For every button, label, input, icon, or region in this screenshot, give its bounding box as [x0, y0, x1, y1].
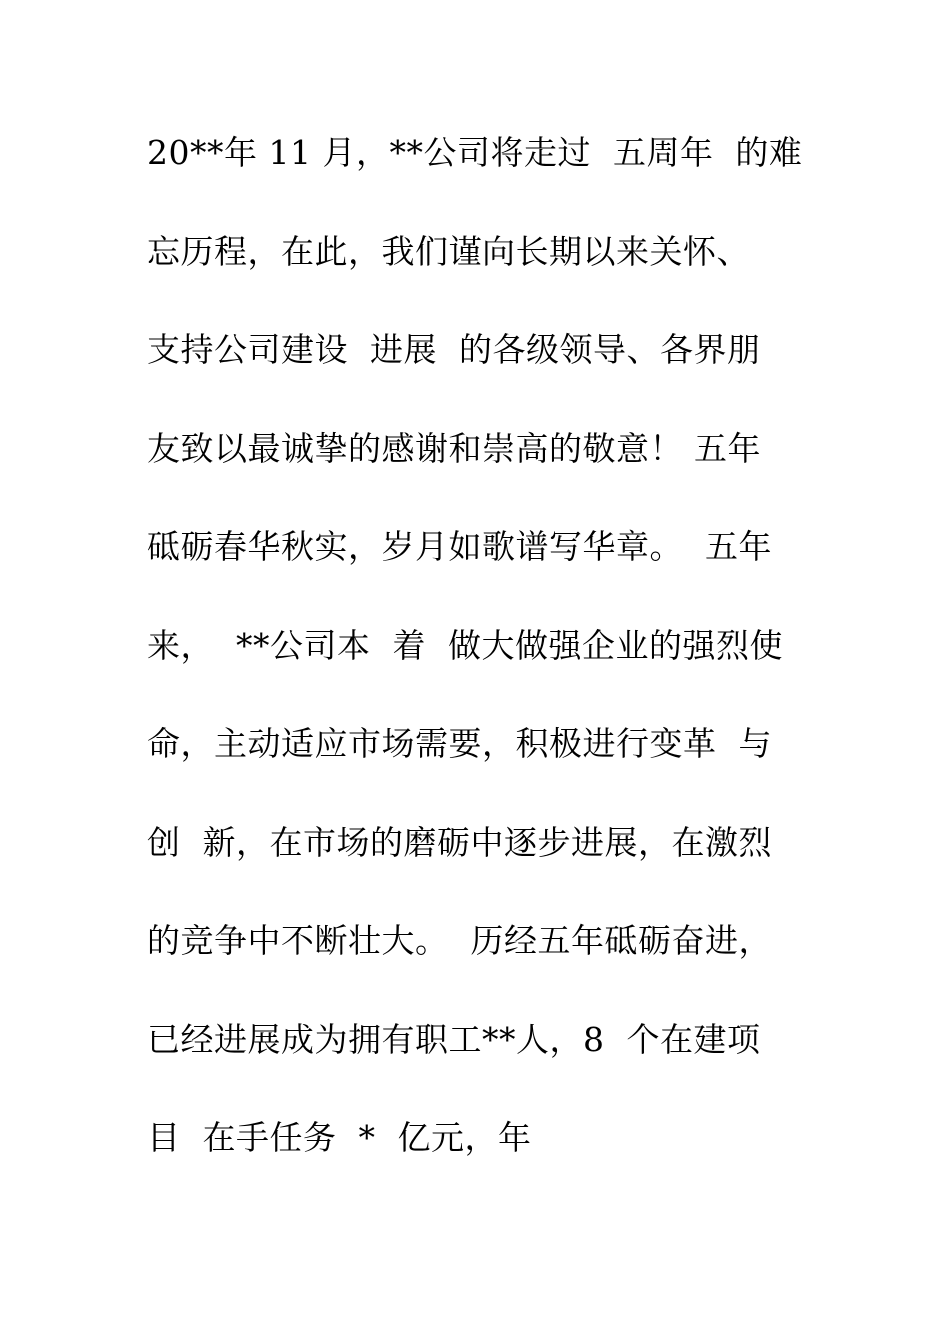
text-line: 友致以最诚挚的感谢和崇高的敬意！ 五年: [147, 428, 761, 468]
text-line: 支持公司建设 进展 的各级领导、各界朋: [147, 330, 761, 369]
body-text: [147, 124, 807, 1208]
text-line: 目 在手任务 * 亿元，年: [147, 1118, 532, 1157]
text-line: 创 新，在市场的磨砺中逐步进展，在激烈: [147, 822, 772, 862]
text-line: 已经进展成为拥有职工**人，8 个在建项: [147, 1019, 761, 1059]
text-line: 的竞争中不断壮大。 历经五年砥砺奋进，: [147, 921, 772, 960]
text-line: 忘历程，在此，我们谨向长期以来关怀、: [147, 231, 750, 271]
text-line: 砥砺春华秋实，岁月如歌谱写华章。 五年: [147, 527, 772, 566]
text-line: 来， **公司本 着 做大做强企业的强烈使: [147, 625, 783, 665]
text-line: 命，主动适应市场需要，积极进行变革 与: [147, 724, 772, 763]
text-line: 20**年 11 月，**公司将走过 五周年 的难: [147, 133, 803, 172]
